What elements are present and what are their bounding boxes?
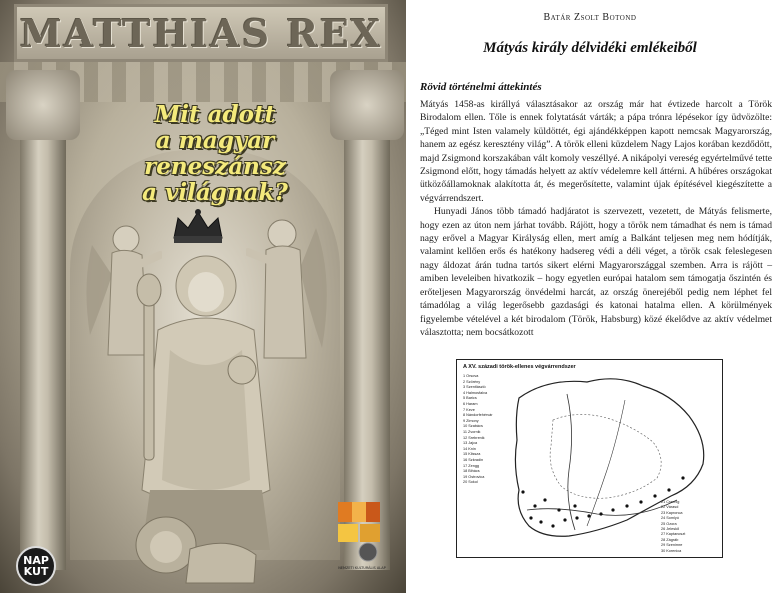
legend-item: 27 Kaptanoszt (661, 532, 686, 537)
cover-title-line: Mit adott (154, 101, 276, 128)
crown-icon (170, 208, 226, 244)
body-paragraph: Hunyadi János több támadó hadjáratot is szervezett, vezetett, de Mátyás felismerte, hogy ezen az úton nem járhat tovább. Rájött, hogy a török nem támadhat és nem is támad nagy erővel a Magyar Királyság ellen, mert amíg a Balkánt teljesen meg nem hódítják, valamint kellően erős és hatékony hadsereg védi a déli véget, a török csak feleslegesen nagy áldozat árán tudna tartós sikert elérni Magyarországgal szemben. Arra is rájött – amiben leveleiben hivatkozik – hogy egyetlen európai hatalom sem támogatja őszintén és erőteljesen Magyarország önvédelmi harcát, az ország önerejéből pedig nem léphet fel támadólag a világ legerősebb gazdasági és katonai hatalma ellen. A körülmények figyelembe vételével a két birodalom (Török, Habsburg) közé ékelődve az aktív védelmet választotta; nem bocsátkozott (420, 206, 772, 338)
legend-item: 18 Bihács (463, 469, 480, 474)
article-author: Batár Zsolt Botond (543, 12, 637, 23)
legend-item: 24 Somlyó (661, 516, 679, 521)
right-capital (330, 70, 404, 140)
section-heading: Rövid történelmi áttekintés (420, 81, 542, 93)
inscription-band (14, 4, 388, 62)
legend-item: 7 Keve (463, 407, 475, 412)
legend-item: 3 Szentlászló (463, 385, 486, 390)
map-legend (463, 374, 515, 486)
legend-item: 9 Zimony (463, 418, 479, 423)
map-title: A XV. századi török-ellenes végvárrendszer (463, 364, 576, 370)
cover-title-line: a magyar reneszánsz (144, 127, 286, 180)
legend-item: 13 Jajca (463, 441, 478, 446)
cover-title-line: a világnak? (142, 179, 288, 206)
publisher-logo-icon: NAP KUT (16, 546, 56, 586)
legend-item: 25 Ozora (661, 521, 677, 526)
cover-inscription: MATTHIAS REX (19, 10, 383, 56)
legend-item: 2 Szörény (463, 379, 481, 384)
legend-item: 14 Knin (463, 446, 476, 451)
legend-item: 12 Srebrenik (463, 435, 485, 440)
article-title: Mátyás király délvidéki emlékeiből (483, 40, 697, 56)
lion-icon (130, 505, 260, 585)
legend-item: 22 Várasd (661, 505, 679, 510)
legend-item: 29 Szenimre (661, 543, 683, 548)
legend-item: 17 Zengg (463, 463, 480, 468)
cover-title (100, 102, 330, 206)
legend-item: 20 Sokol (463, 480, 478, 485)
left-pillar (20, 70, 66, 570)
map-legend-right (661, 500, 723, 554)
right-pillar (344, 70, 390, 570)
article-body (420, 98, 772, 339)
legend-item: 15 Klissza (463, 452, 481, 457)
flag-icon (338, 502, 382, 562)
legend-item: 16 Szkradin (463, 457, 484, 462)
body-paragraph: Mátyás 1458-as királlyá választásakor az ország már hat évtizede harcolt a Török Birodalom ellen. Tőle is ennek folytatását várták; a pápa trónra lépésekor így üdvözölte: „Téged mint Isten valamely küldöttét, égi ajándékképpen kapott nemcsak Magyarország, hanem az egész keresztény világ”. A török elleni küzdelem Nagy Lajos korában kezdődött, majd Zsigmond korszakában vált komoly veszéllyé. A nikápolyi vereség egyértelművé tette Zsigmond előtt, hogy támadás helyett az aktív védelemre kell áttérni. A hűbéres országokat ütközőállamoknak alakította át, és megerősítette, valamint újak építésével kiegészítette a végvárrendszert. (420, 99, 772, 204)
legend-item: 19 Ostrovica (463, 474, 485, 479)
legend-item: 26 Jeleskő (661, 527, 680, 532)
sticker-caption: NEMZETI KULTURÁLIS ALAP (338, 566, 386, 570)
legend-item: 23 Kapronca (661, 510, 683, 515)
left-capital (6, 70, 80, 140)
legend-item: 4 Halmosfalva (463, 390, 488, 395)
legend-item: 11 Zvornik (463, 429, 481, 434)
legend-item: 8 Nándorfehérvár (463, 413, 493, 418)
legend-item: 30 Korenica (661, 548, 682, 553)
fortress-map (456, 359, 723, 558)
legend-item: 6 Haram (463, 401, 478, 406)
legend-item: 10 Szabács (463, 424, 483, 429)
legend-item: 21 Csernig (661, 500, 680, 504)
legend-item: 5 Barics (463, 396, 477, 401)
legend-item: 1 Orsova (463, 374, 479, 378)
legend-item: 28 Zágráb (661, 537, 679, 542)
